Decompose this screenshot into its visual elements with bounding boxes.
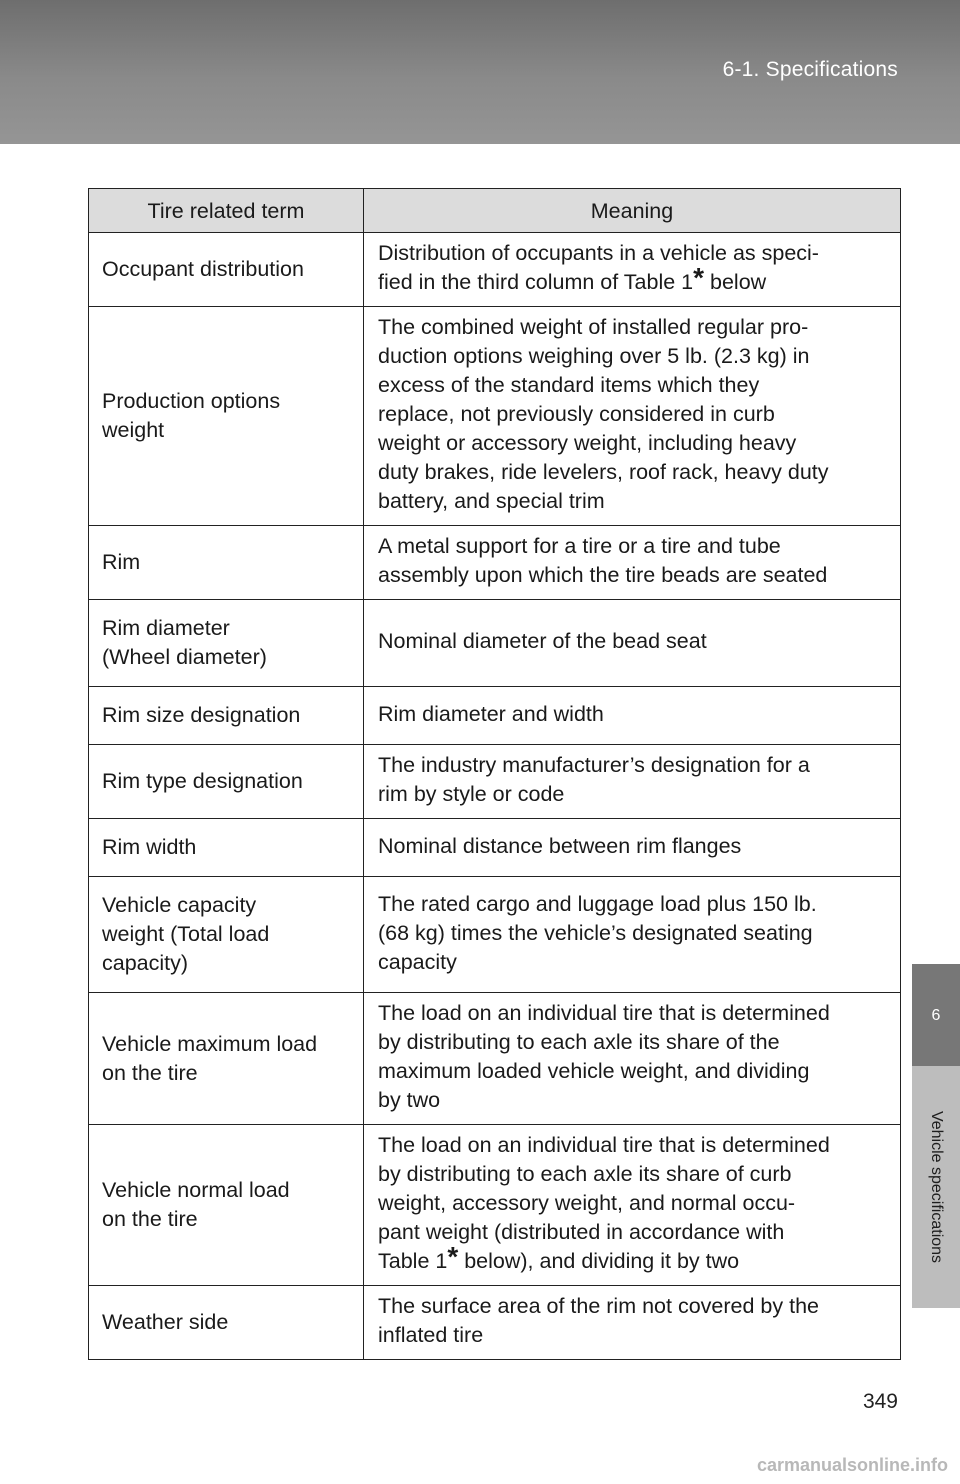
footnote-asterisk: * (693, 262, 705, 293)
table-body (89, 233, 901, 1360)
table-row (89, 526, 901, 600)
table-row (89, 877, 901, 993)
term-cell: Vehicle maximum load on the tire (89, 993, 364, 1125)
page-number: 349 (862, 1390, 898, 1413)
column-header-term: Tire related term (89, 189, 364, 233)
watermark: carmanualsonline.info (756, 1455, 948, 1475)
term-cell: Weather side (89, 1286, 364, 1360)
term-cell: Rim size designation (89, 687, 364, 745)
term-cell: Rim (89, 526, 364, 600)
meaning-cell: The industry manufacturer’s designation for a rim by style or code (364, 745, 901, 819)
meaning-cell: Nominal distance between rim flanges (364, 819, 901, 877)
table-row (89, 687, 901, 745)
meaning-cell: The load on an individual tire that is determined by distributing to each axle its share of the maximum loaded vehicle weight, and dividing by two (364, 993, 901, 1125)
term-cell: Rim type designation (89, 745, 364, 819)
table-header-row (89, 189, 901, 233)
column-header-meaning: Meaning (364, 189, 901, 233)
meaning-cell: Distribution of occupants in a vehicle as speci- fied in the third column of Table 1* below (364, 233, 901, 307)
tire-terms-table (88, 188, 901, 1360)
term-cell: Vehicle normal load on the tire (89, 1125, 364, 1286)
chapter-tab-number (912, 964, 960, 1066)
section-title: 6-1. Specifications (722, 58, 898, 81)
meaning-cell: The combined weight of installed regular pro- duction options weighing over 5 lb. (2.3 kg) in excess of the standard items which they replace, not previously considered in curb weight or accessory weight, including heavy duty brakes, ride levelers, roof rack, heavy duty battery, and special trim (364, 307, 901, 526)
table-row (89, 993, 901, 1125)
table-row (89, 1286, 901, 1360)
term-cell: Production options weight (89, 307, 364, 526)
meaning-cell: The rated cargo and luggage load plus 150 lb. (68 kg) times the vehicle’s designated seating capacity (364, 877, 901, 993)
table-row (89, 1125, 901, 1286)
term-cell: Occupant distribution (89, 233, 364, 307)
table-row (89, 233, 901, 307)
meaning-cell: The surface area of the rim not covered by the inflated tire (364, 1286, 901, 1360)
meaning-cell: Rim diameter and width (364, 687, 901, 745)
meaning-cell: A metal support for a tire or a tire and tube assembly upon which the tire beads are seated (364, 526, 901, 600)
chapter-tab-label (912, 1066, 960, 1308)
term-cell: Rim diameter (Wheel diameter) (89, 600, 364, 687)
table-row (89, 600, 901, 687)
footnote-asterisk: * (447, 1241, 459, 1272)
chapter-number: 6 (931, 1007, 941, 1024)
term-cell: Vehicle capacity weight (Total load capacity) (89, 877, 364, 993)
meaning-cell: Nominal diameter of the bead seat (364, 600, 901, 687)
meaning-cell: The load on an individual tire that is determined by distributing to each axle its share of curb weight, accessory weight, and normal occu- pant weight (distributed in accordance with Table 1* below), and dividing it by two (364, 1125, 901, 1286)
chapter-label: Vehicle specifications (928, 1110, 945, 1264)
table-row (89, 819, 901, 877)
term-cell: Rim width (89, 819, 364, 877)
page-header-band (0, 0, 960, 144)
table-row (89, 745, 901, 819)
table-row (89, 307, 901, 526)
